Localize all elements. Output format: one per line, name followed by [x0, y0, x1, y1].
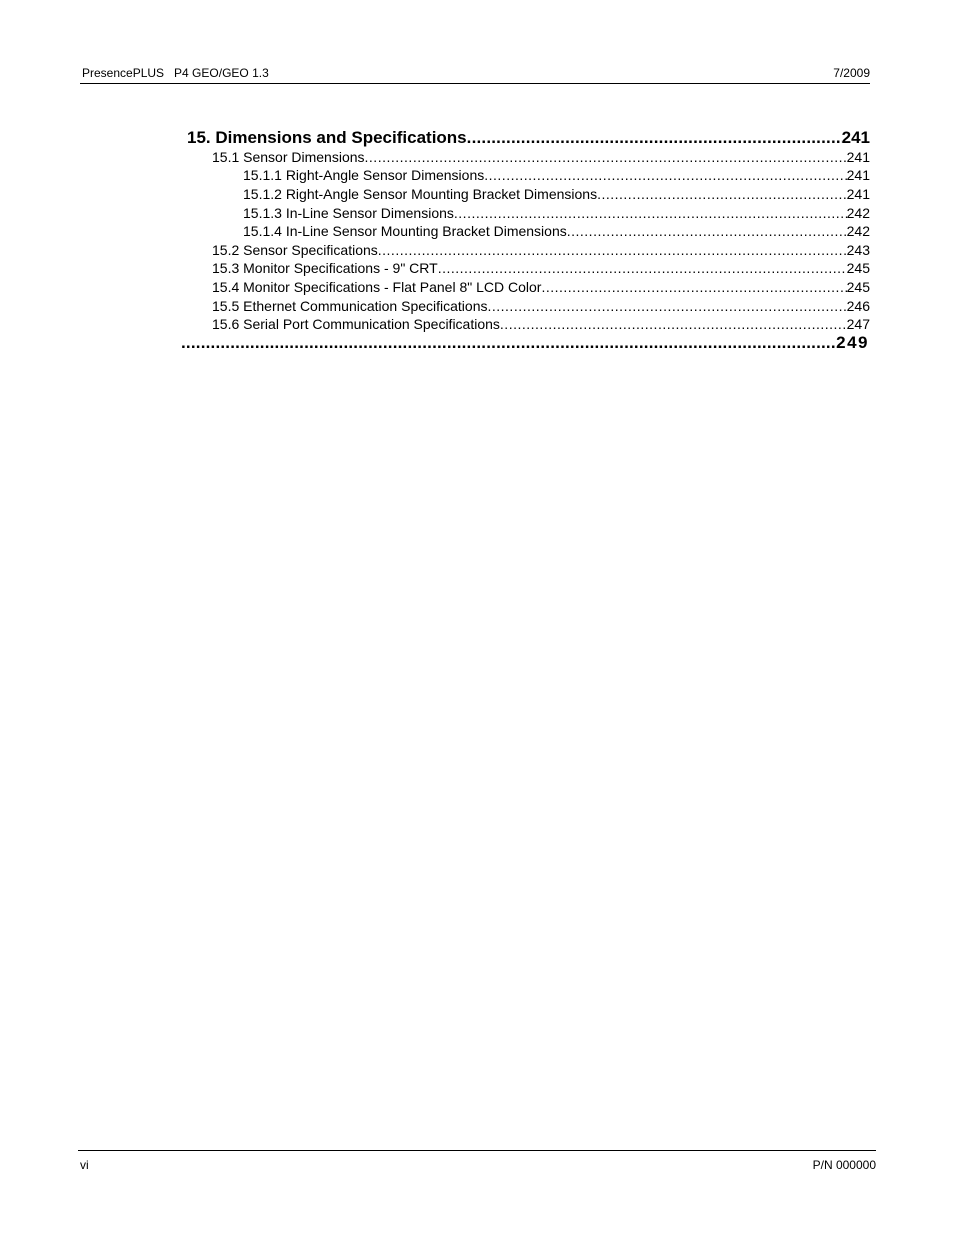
toc-entry-page: 241 [846, 149, 870, 165]
footer-part-number: P/N 000000 [812, 1158, 876, 1172]
toc-entry-15-1-1[interactable] [243, 167, 870, 183]
toc-entry-15-1[interactable] [212, 149, 870, 165]
toc-leader [541, 279, 846, 295]
toc-entry-page: 241 [846, 167, 870, 183]
toc-entry-title: 15.6 Serial Port Communication Specifications [212, 316, 500, 332]
toc-leader [484, 167, 846, 183]
page-header [80, 64, 870, 84]
toc-leader [454, 205, 847, 221]
toc-leader [567, 223, 847, 239]
toc-entry-page: 247 [846, 316, 870, 332]
toc-entry-title: 15. Dimensions and Specifications [187, 128, 467, 147]
toc-entry-page: 242 [846, 223, 870, 239]
toc-entry-15-1-3[interactable] [243, 205, 870, 221]
toc-entry-title: 15.1.1 Right-Angle Sensor Dimensions [243, 167, 485, 183]
toc-leader [467, 128, 842, 148]
toc-leader [378, 242, 847, 258]
toc-entry-page: 246 [846, 298, 870, 314]
toc-entry-15-2[interactable] [212, 242, 870, 258]
toc-entry-15-5[interactable] [212, 298, 870, 314]
toc-entry-15-4[interactable] [212, 279, 870, 295]
toc-entry-page: 245 [846, 260, 870, 276]
toc-entry-title: 15.2 Sensor Specifications [212, 242, 378, 258]
toc-leader [500, 316, 847, 332]
toc-entry-15-6[interactable] [212, 316, 870, 332]
toc-entry-page: 241 [841, 128, 870, 147]
toc-entry-title: 15.5 Ethernet Communication Specifications [212, 298, 488, 314]
toc-entry-title: 15.1 Sensor Dimensions [212, 149, 365, 165]
toc-entry-15-3[interactable] [212, 260, 870, 276]
toc-entry-15-1-4[interactable] [243, 223, 870, 239]
toc-leader [487, 298, 846, 314]
toc-entry-page: 241 [846, 186, 870, 202]
toc-leader [597, 186, 847, 202]
toc-entry-title: 15.4 Monitor Specifications - Flat Panel 8" LCD Color [212, 279, 542, 295]
toc-entry-page: 245 [846, 279, 870, 295]
header-date: 7/2009 [833, 66, 870, 80]
toc-entry-page: 243 [846, 242, 870, 258]
toc-entry-title: 15.1.4 In-Line Sensor Mounting Bracket Dimensions [243, 223, 567, 239]
toc-entry-unnamed[interactable] [181, 333, 869, 353]
footer-page-number: vi [80, 1158, 89, 1172]
toc-leader [438, 260, 847, 276]
toc-entry-title: 15.1.3 In-Line Sensor Dimensions [243, 205, 454, 221]
page-footer [78, 1150, 876, 1173]
toc-entry-page: 249 [836, 333, 869, 352]
toc-entry-chapter-15[interactable] [187, 128, 870, 148]
toc-entry-title: 15.3 Monitor Specifications - 9" CRT [212, 260, 438, 276]
toc-entry-15-1-2[interactable] [243, 186, 870, 202]
toc-entry-title: 15.1.2 Right-Angle Sensor Mounting Bracket Dimensions [243, 186, 598, 202]
toc-leader [181, 333, 836, 353]
toc-entry-page: 242 [846, 205, 870, 221]
toc-leader [365, 149, 847, 165]
header-document-title: PresencePLUS P4 GEO/GEO 1.3 [82, 66, 269, 80]
